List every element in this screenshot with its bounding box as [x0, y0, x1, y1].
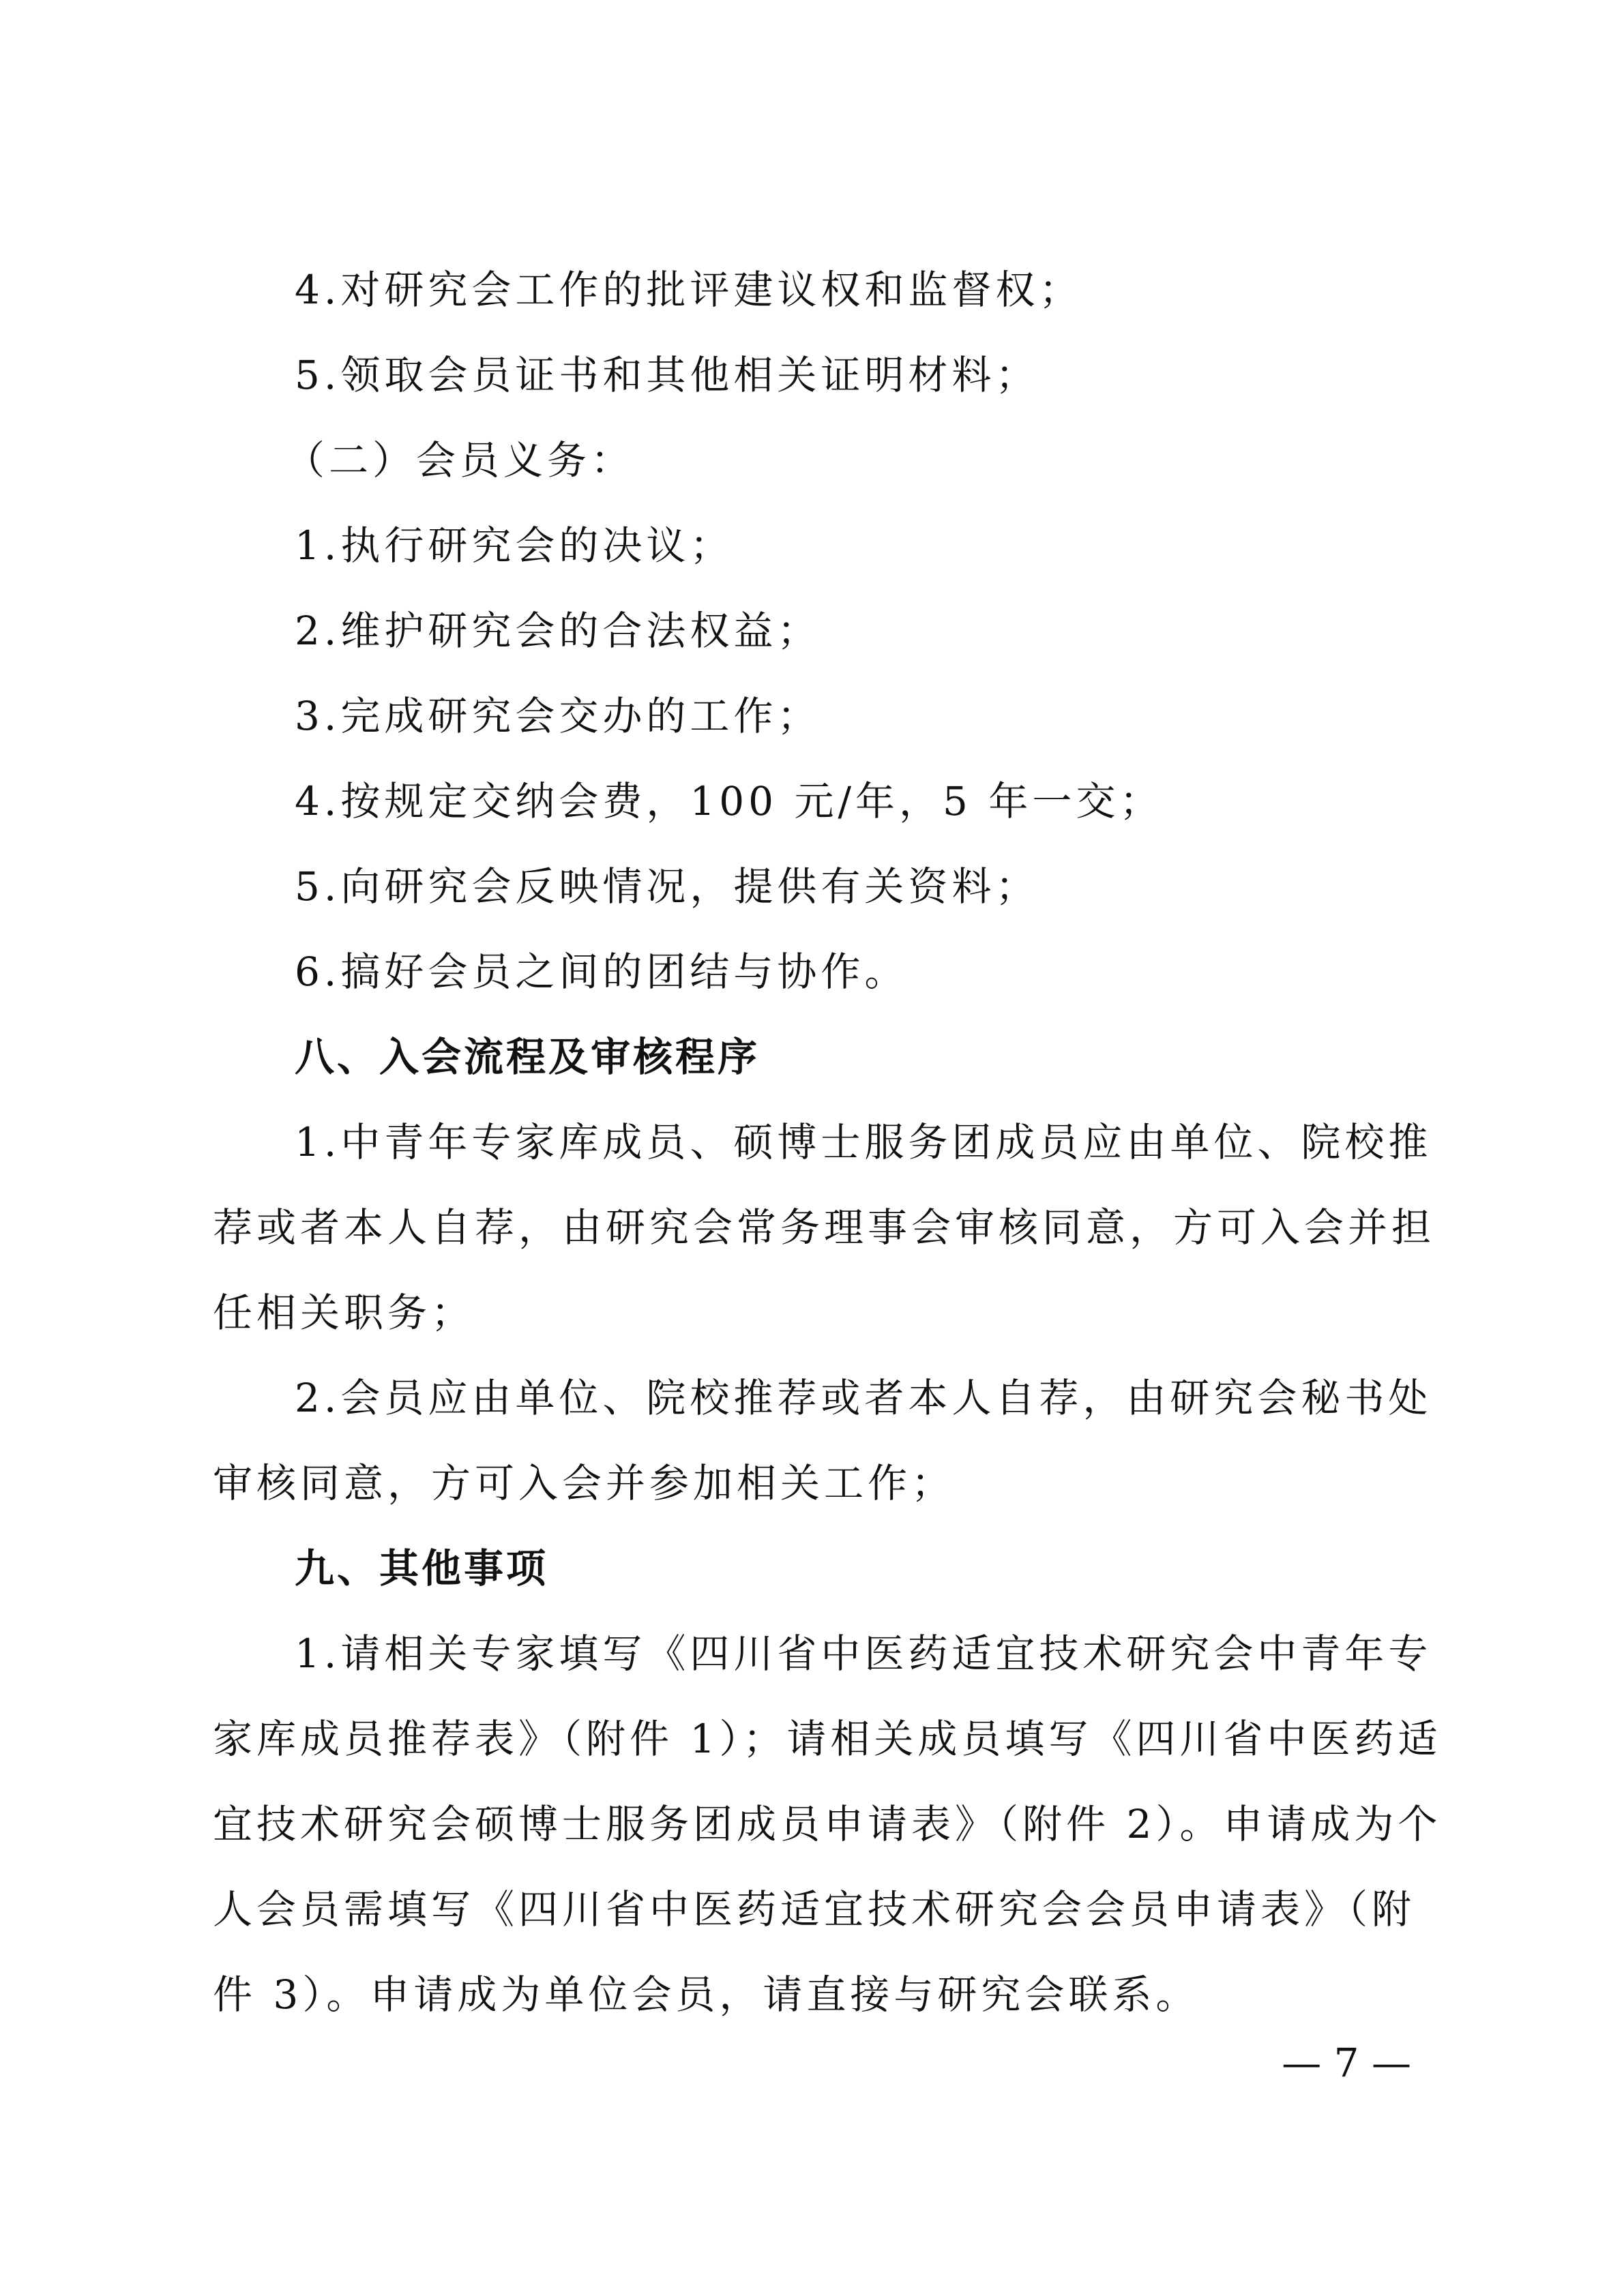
- paragraph-line: 宜技术研究会硕博士服务团成员申请表》（附件 2）。申请成为个: [213, 1801, 1442, 1847]
- paragraph-line: 家库成员推荐表》（附件 1）；请相关成员填写《四川省中医药适: [213, 1716, 1442, 1762]
- member-obligation-6: 6.搞好会员之间的团结与协作。: [295, 949, 909, 995]
- member-right-4: 4.对研究会工作的批评建议权和监督权；: [295, 267, 1083, 313]
- section-member-obligations-heading: （二）会员义务：: [285, 437, 635, 483]
- section-9-heading: 九、其他事项: [295, 1545, 549, 1592]
- paragraph-line: 1.中青年专家库成员、硕博士服务团成员应由单位、院校推: [295, 1119, 1432, 1165]
- section-8-heading: 八、入会流程及审核程序: [295, 1034, 761, 1080]
- member-obligation-1: 1.执行研究会的决议；: [295, 522, 734, 569]
- member-right-5: 5.领取会员证书和其他相关证明材料；: [295, 352, 1039, 398]
- page-number: — 7 —: [1282, 2040, 1411, 2086]
- member-obligation-3: 3.完成研究会交办的工作；: [295, 693, 821, 739]
- member-obligation-4: 4.按规定交纳会费，100 元/年，5 年一交；: [295, 778, 1164, 824]
- member-obligation-5: 5.向研究会反映情况，提供有关资料；: [295, 863, 1039, 910]
- member-obligation-2: 2.维护研究会的合法权益；: [295, 608, 821, 654]
- paragraph-line: 荐或者本人自荐，由研究会常务理事会审核同意，方可入会并担: [213, 1204, 1436, 1251]
- paragraph-line: 2.会员应由单位、院校推荐或者本人自荐，由研究会秘书处: [295, 1375, 1432, 1421]
- paragraph-line: 1.请相关专家填写《四川省中医药适宜技术研究会中青年专: [295, 1630, 1432, 1677]
- paragraph-line: 任相关职务；: [213, 1289, 475, 1336]
- paragraph-line: 人会员需填写《四川省中医药适宜技术研究会会员申请表》（附: [213, 1886, 1416, 1933]
- paragraph-line: 审核同意，方可入会并参加相关工作；: [213, 1460, 956, 1506]
- paragraph-line: 件 3）。申请成为单位会员，请直接与研究会联系。: [213, 1971, 1200, 2018]
